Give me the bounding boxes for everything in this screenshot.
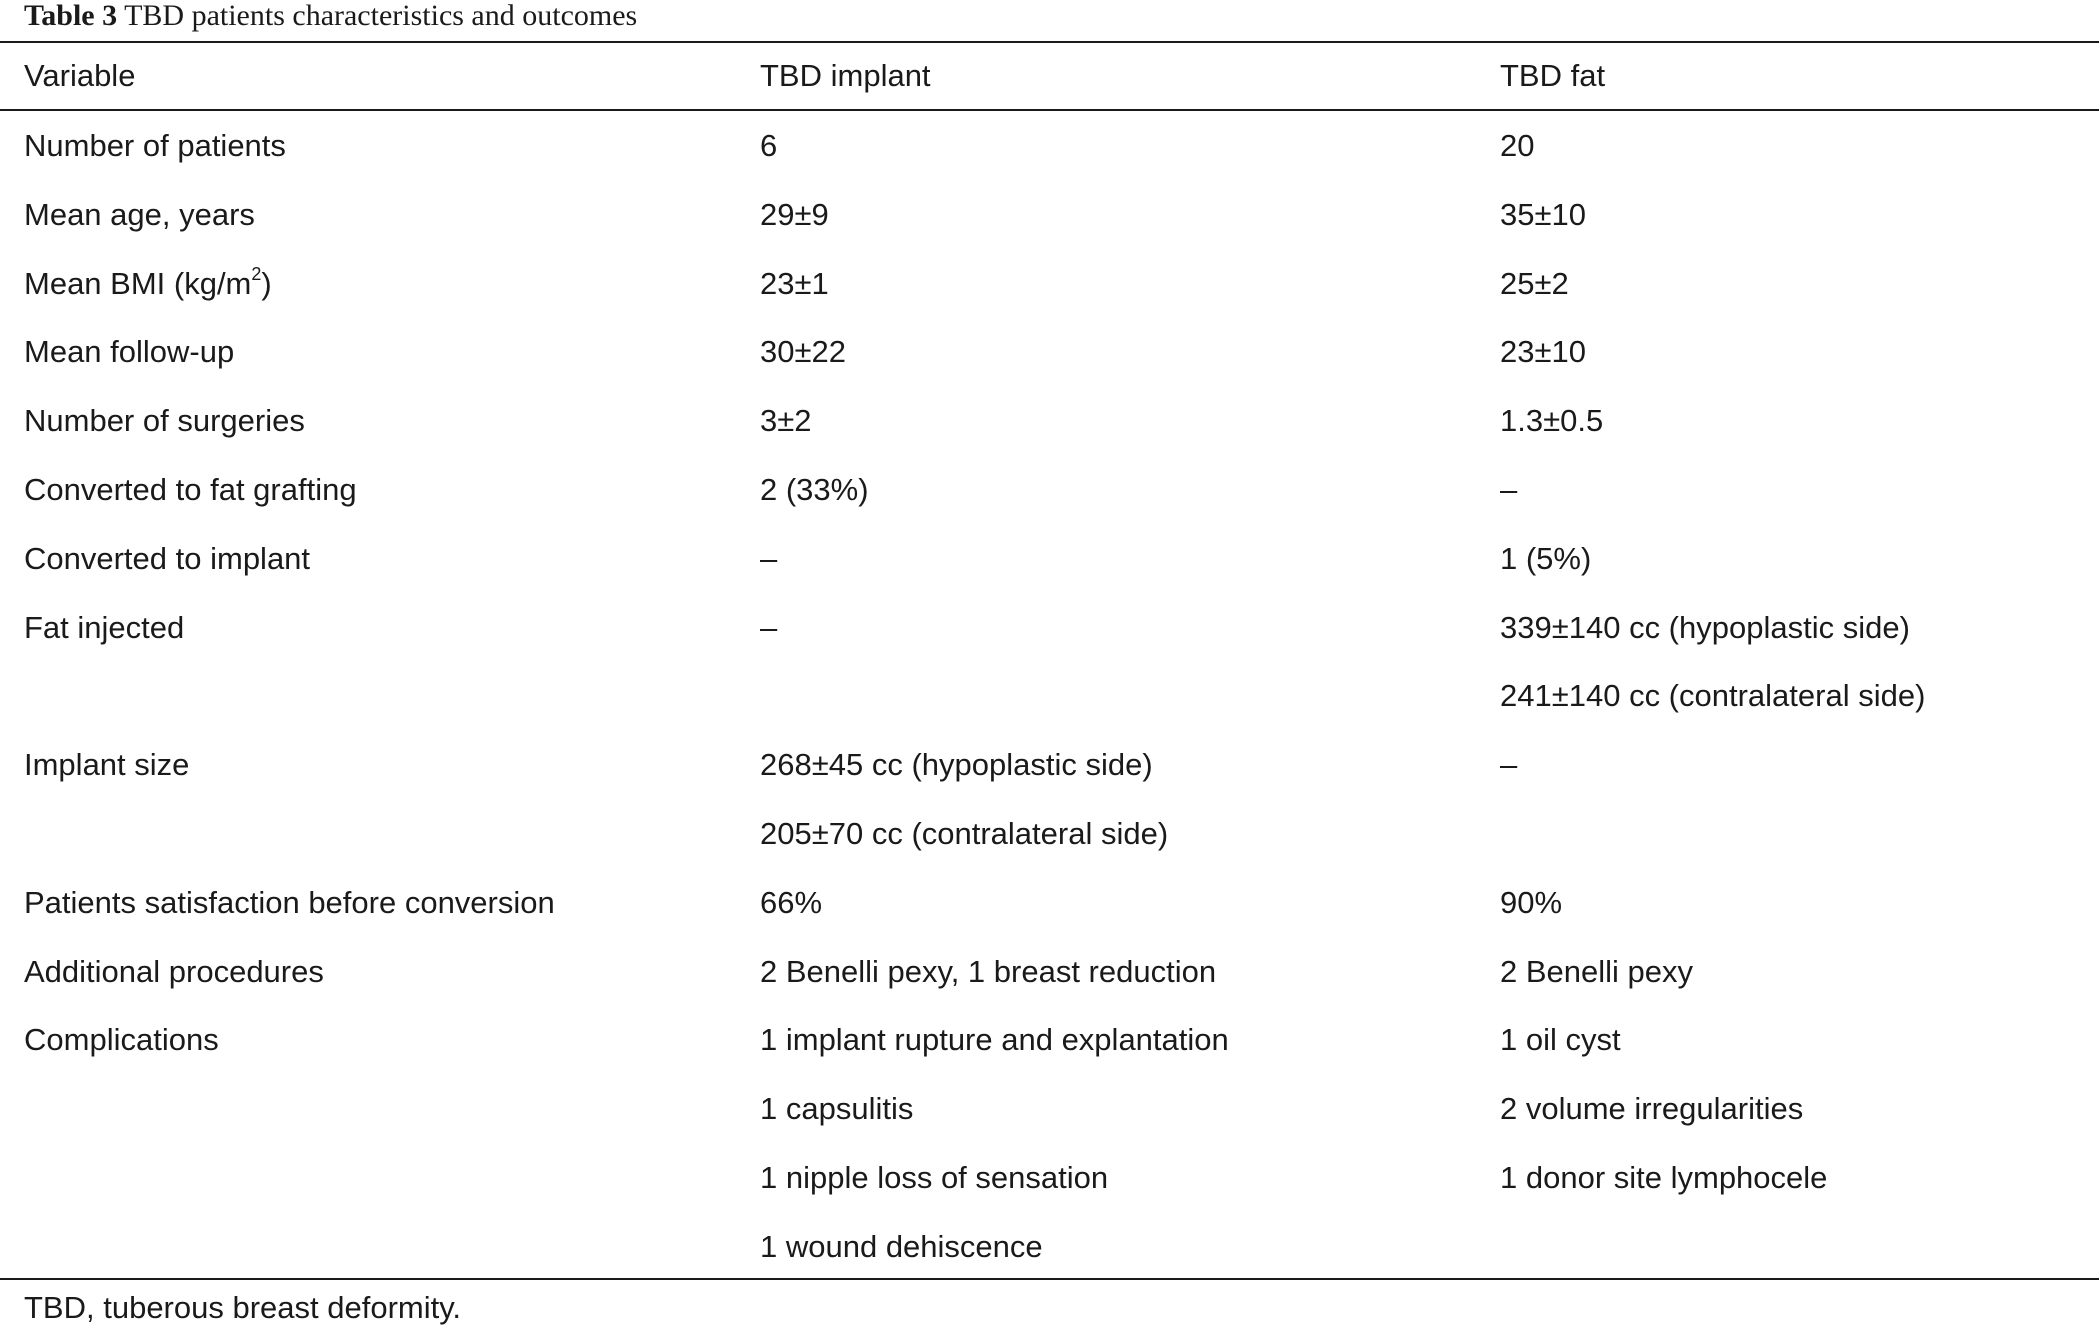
- cell-tbd-implant: 23±1: [760, 265, 829, 301]
- cell-variable: Number of surgeries: [24, 403, 305, 439]
- cell-tbd-implant: 2 (33%): [760, 472, 869, 507]
- cell-tbd-fat: 1 oil cyst: [1500, 1022, 1621, 1058]
- table-row: [0, 1005, 2099, 1074]
- cell-tbd-fat: 23±10: [1500, 334, 1586, 370]
- table-row: [0, 1074, 2099, 1143]
- cell-variable: Converted to fat grafting: [24, 472, 357, 507]
- table-row: [0, 524, 2099, 593]
- cell-variable: Fat injected: [24, 609, 185, 645]
- cell-tbd-fat: –: [1500, 747, 1518, 783]
- table-row: [0, 111, 2099, 180]
- cell-tbd-fat: 20: [1500, 128, 1535, 163]
- header-tbd-fat: TBD fat: [1500, 58, 1606, 93]
- cell-tbd-implant: 1 nipple loss of sensation: [760, 1160, 1109, 1195]
- cell-tbd-implant: 6: [760, 128, 778, 163]
- cell-variable: Additional procedures: [24, 953, 324, 989]
- cell-variable: Number of patients: [24, 128, 286, 163]
- table-row: [0, 937, 2099, 1006]
- table-row: [0, 593, 2099, 662]
- table-row: [0, 1143, 2099, 1212]
- cell-tbd-implant: –: [760, 540, 778, 576]
- cell-tbd-implant: 205±70 cc (contralateral side): [760, 816, 1169, 851]
- superscript: 2: [251, 264, 262, 285]
- table-title: TBD patients characteristics and outcomes: [124, 0, 638, 32]
- table-row: [0, 799, 2099, 868]
- table-caption: [24, 0, 637, 34]
- cell-tbd-implant: 3±2: [760, 403, 812, 439]
- cell-tbd-fat: 2 Benelli pexy: [1500, 953, 1694, 989]
- header-variable: Variable: [24, 58, 136, 93]
- cell-tbd-fat: 1.3±0.5: [1500, 403, 1604, 439]
- table-row: [0, 317, 2099, 386]
- table-row: [0, 1212, 2099, 1281]
- cell-variable: Patients satisfaction before conversion: [24, 884, 555, 920]
- table-row: [0, 455, 2099, 524]
- cell-variable: Implant size: [24, 747, 190, 783]
- cell-variable: Mean BMI $(kg/m^2)$: [24, 264, 272, 301]
- table-header: [0, 43, 2099, 109]
- cell-variable: Complications: [24, 1022, 219, 1058]
- table-label: Table 3: [24, 0, 118, 32]
- variable-tail: ): [261, 265, 272, 301]
- cell-tbd-implant: 2 Benelli pexy, 1 breast reduction: [760, 953, 1217, 989]
- cell-tbd-fat: 90%: [1500, 884, 1563, 920]
- bottom-rule: [0, 1278, 2099, 1280]
- cell-tbd-fat: 35±10: [1500, 196, 1586, 232]
- cell-tbd-fat: 339±140 cc (hypoplastic side): [1500, 609, 1910, 645]
- cell-tbd-implant: –: [760, 609, 778, 645]
- cell-variable: Mean age, years: [24, 196, 255, 232]
- table-row: [0, 180, 2099, 249]
- cell-tbd-implant: 30±22: [760, 334, 846, 370]
- cell-tbd-implant: 1 wound dehiscence: [760, 1228, 1043, 1264]
- cell-variable: Mean follow-up: [24, 334, 235, 370]
- cell-tbd-implant: 66%: [760, 884, 823, 920]
- header-tbd-implant: TBD implant: [760, 58, 931, 93]
- table-row: [0, 868, 2099, 937]
- cell-tbd-implant: 29±9: [760, 196, 829, 232]
- table-row: [0, 386, 2099, 455]
- table-row: [0, 249, 2099, 318]
- cell-tbd-fat: 25±2: [1500, 265, 1569, 301]
- cell-tbd-implant: 1 capsulitis: [760, 1091, 914, 1127]
- cell-tbd-implant: 1 implant rupture and explantation: [760, 1022, 1229, 1058]
- cell-tbd-fat: 241±140 cc (contralateral side): [1500, 678, 1926, 714]
- cell-tbd-fat: –: [1500, 472, 1518, 507]
- cell-tbd-implant: 268±45 cc (hypoplastic side): [760, 747, 1153, 783]
- table-row: [0, 661, 2099, 730]
- cell-tbd-fat: 1 donor site lymphocele: [1500, 1160, 1828, 1195]
- cell-tbd-fat: 2 volume irregularities: [1500, 1091, 1804, 1127]
- table-row: [0, 730, 2099, 799]
- cell-variable: Converted to implant: [24, 540, 311, 576]
- cell-tbd-fat: 1 (5%): [1500, 540, 1592, 576]
- table-footnote: TBD, tuberous breast deformity.: [24, 1290, 462, 1325]
- table-body: [0, 111, 2099, 1278]
